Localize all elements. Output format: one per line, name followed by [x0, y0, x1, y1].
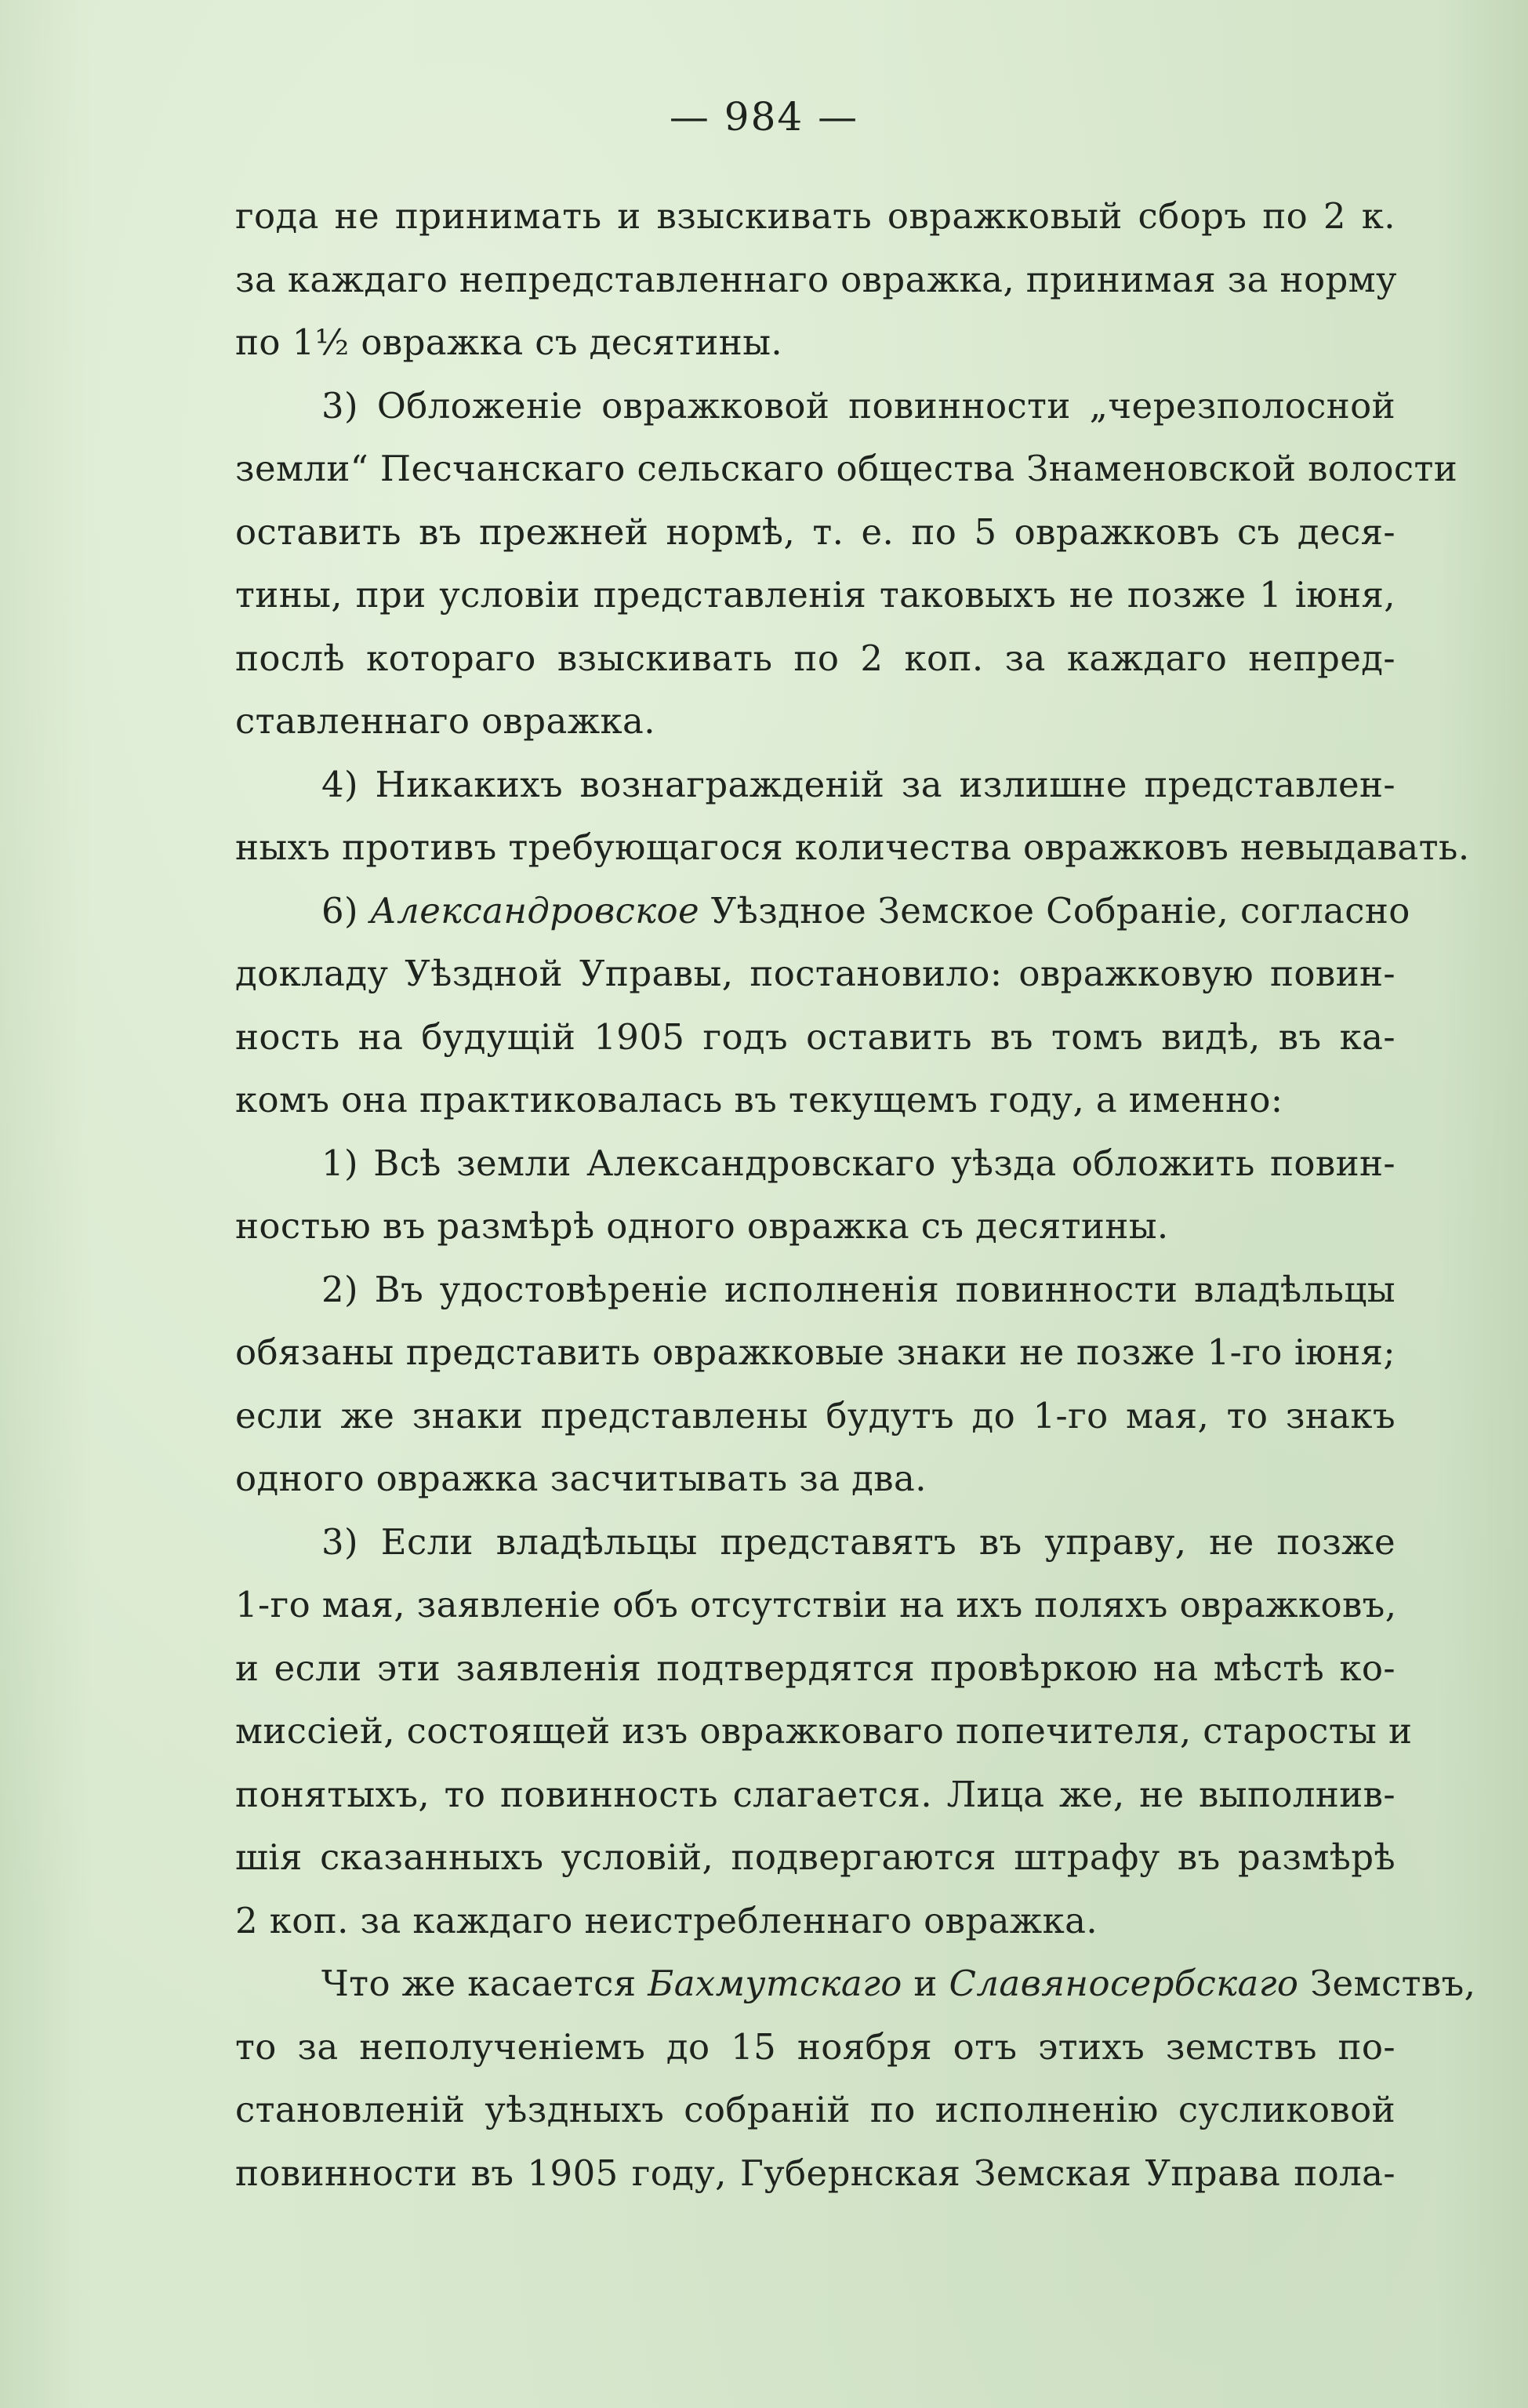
text-line: 3) Если владѣльцы представятъ въ управу, не позже: [321, 1520, 1396, 1563]
line-prefix: 6): [321, 889, 370, 932]
text-line: [235, 1952, 1476, 2016]
text-line: [235, 880, 1410, 943]
text-line: обязаны представить овражковые знаки не позже 1-го іюня;: [235, 1331, 1396, 1373]
page-number: — 984 —: [669, 94, 859, 140]
text-line: 4) Никакихъ вознагражденій за излишне представлен-: [321, 763, 1396, 805]
text-line: оставить въ прежней нормѣ, т. е. по 5 овражковъ съ деся-: [235, 510, 1396, 553]
text-line: послѣ котораго взыскивать по 2 коп. за каждаго непред-: [235, 637, 1396, 679]
text-line: шія сказанныхъ условій, подвергаются штрафу въ размѣрѣ: [235, 1836, 1396, 1878]
text-line: 3) Обложеніе овражковой повинности „черезполосной: [321, 384, 1396, 427]
text-line: тины, при условіи представленія таковыхъ не позже 1 іюня,: [235, 574, 1396, 616]
italic-name: Александровское: [369, 889, 700, 932]
line-prefix: Что же касается: [321, 1963, 648, 2004]
text-line: 1) Всѣ земли Александровскаго уѣзда обложить повин-: [321, 1142, 1396, 1184]
text-line: 2 коп. за каждаго неистребленнаго овражка.: [235, 1899, 1098, 1941]
text-line: понятыхъ, то повинность слагается. Лица же, не выполнив-: [235, 1773, 1396, 1815]
text-line: повинности въ 1905 году, Губернская Земская Управа пола-: [235, 2152, 1396, 2194]
text-line: 1-го мая, заявленіе объ отсутствіи на ихъ поляхъ овражковъ,: [235, 1584, 1397, 1625]
text-line: одного овражка засчитывать за два.: [235, 1458, 927, 1499]
text-line: то за неполученіемъ до 15 ноября отъ этихъ земствъ по-: [235, 2025, 1396, 2068]
line-mid: и: [902, 1963, 949, 2004]
text-line: по 1½ овражка съ десятины.: [235, 321, 783, 363]
body-text: [235, 185, 1476, 2205]
line-rest: Уѣздное Земское Собраніе, согласно: [699, 889, 1410, 932]
text-line: за каждаго непредставленнаго овражка, принимая за норму: [235, 258, 1397, 300]
text-line: ностью въ размѣрѣ одного овражка съ десятины.: [235, 1205, 1169, 1247]
text-line: ность на будущій 1905 годъ оставить въ томъ видѣ, въ ка-: [235, 1015, 1396, 1058]
text-line: года не принимать и взыскивать овражковый сборъ по 2 к.: [235, 195, 1396, 237]
text-line: ставленнаго овражка.: [235, 700, 655, 742]
text-line: 2) Въ удостовѣреніе исполненія повинности владѣльцы: [321, 1268, 1396, 1310]
text-line: и если эти заявленія подтвердятся провѣркою на мѣстѣ ко-: [235, 1647, 1396, 1689]
text-line: докладу Уѣздной Управы, постановило: овражковую повин-: [235, 953, 1396, 994]
italic-name: Бахмутскаго: [648, 1963, 902, 2004]
line-rest: Земствъ,: [1298, 1963, 1476, 2004]
text-line: становленій уѣздныхъ собраній по исполненію сусликовой: [235, 2089, 1396, 2130]
text-line: ныхъ противъ требующагося количества овражковъ невыдавать.: [235, 826, 1470, 868]
text-line: земли“ Песчанскаго сельскаго общества Знаменовской волости: [235, 448, 1458, 489]
text-line: комъ она практиковалась въ текущемъ году, а именно:: [235, 1079, 1283, 1120]
italic-name: Славяносербскаго: [949, 1963, 1299, 2004]
text-line: если же знаки представлены будутъ до 1-го мая, то знакъ: [235, 1394, 1396, 1436]
text-line: миссіей, состоящей изъ овражковаго попечителя, старосты и: [235, 1710, 1413, 1752]
